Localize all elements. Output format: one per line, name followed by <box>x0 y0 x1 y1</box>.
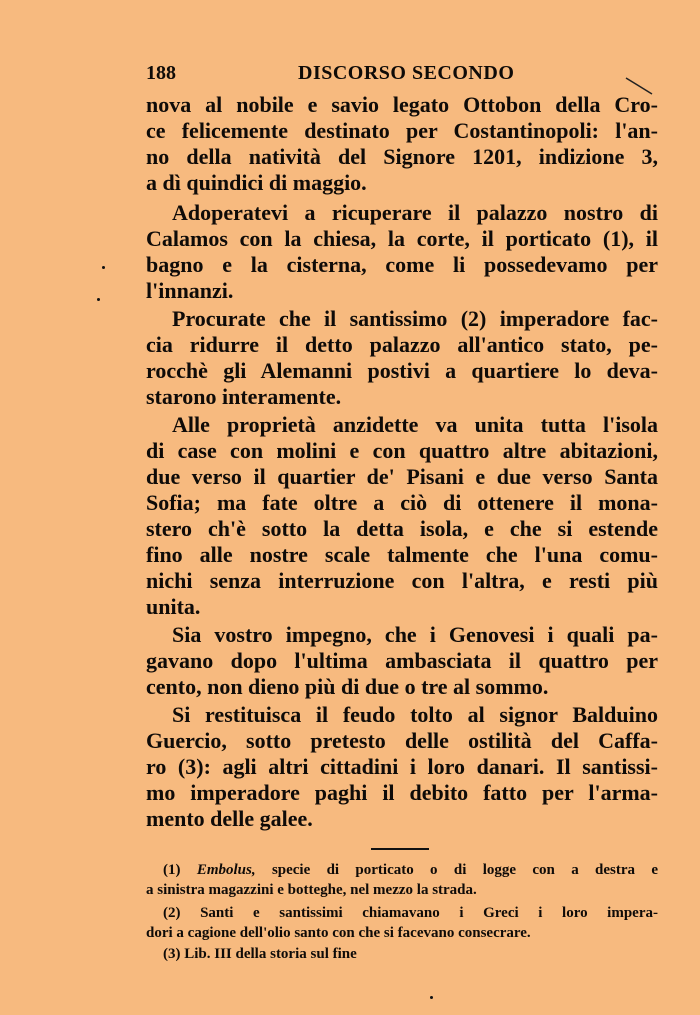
text-line: stero ch'è sotto la detta isola, e che si estende <box>146 516 658 541</box>
paragraph-start: Si restituisca il feudo tolto al signor Balduino <box>172 702 658 727</box>
ink-speck <box>97 298 100 301</box>
text-line: l'innanzi. <box>146 278 234 303</box>
text-line: mo imperadore paghi il debito fatto per l'arma- <box>146 780 658 805</box>
footnote-1-term: Embolus, <box>196 862 256 878</box>
footnote-divider <box>371 848 429 850</box>
text-line: nichi senza interruzione con l'altra, e resti più <box>146 568 658 593</box>
text-line: Sofia; ma fate oltre a ciò di ottenere il mona- <box>146 490 658 515</box>
footnote-3: (3) Lib. III della storia sul fine <box>163 946 357 962</box>
ink-speck <box>102 266 105 269</box>
text-line: ro (3): agli altri cittadini i loro danari. Il santissi- <box>146 754 658 779</box>
footnote-1-label: (1) <box>163 862 181 878</box>
footnote-2: (2) Santi e santissimi chiamavano i Greci i loro impera- <box>163 905 658 921</box>
text-line: Guercio, sotto pretesto delle ostilità del Caffa- <box>146 728 658 753</box>
text-line: mento delle galee. <box>146 806 313 831</box>
footnote-1 <box>163 860 658 880</box>
text-line: ce felicemente destinato per Costantinopoli: l'an- <box>146 118 658 143</box>
footnote-1-continued: a sinistra magazzini e botteghe, nel mezzo la strada. <box>146 882 477 898</box>
paragraph-start: Adoperatevi a ricuperare il palazzo nostro di <box>172 200 658 225</box>
text-line: cento, non dieno più di due o tre al sommo. <box>146 674 549 699</box>
text-line: gavano dopo l'ultima ambasciata il quattro per <box>146 648 658 673</box>
text-line: starono interamente. <box>146 384 342 409</box>
text-line: no della natività del Signore 1201, indizione 3, <box>146 144 658 169</box>
footnote-2-continued: dori a cagione dell'olio santo con che si facevano consecrare. <box>146 925 531 941</box>
pencil-mark <box>624 76 654 100</box>
paragraph-start: Procurate che il santissimo (2) imperadore fac- <box>172 306 658 331</box>
text-line: fino alle nostre scale talmente che l'una comu- <box>146 542 658 567</box>
paragraph-start: Alle proprietà anzidette va unita tutta l'isola <box>172 412 658 437</box>
text-line: nova al nobile e savio legato Ottobon della Cro- <box>146 92 658 117</box>
text-line: cia ridurre il detto palazzo all'antico stato, pe- <box>146 332 658 357</box>
text-line: di case con molini e con quattro altre abitazioni, <box>146 438 658 463</box>
page-number: 188 <box>146 62 176 84</box>
text-line: unita. <box>146 594 201 619</box>
text-line: Calamos con la chiesa, la corte, il porticato (1), il <box>146 226 658 251</box>
text-line: due verso il quartier de' Pisani e due verso Santa <box>146 464 658 489</box>
running-title: DISCORSO SECONDO <box>298 62 515 84</box>
text-line: a dì quindici di maggio. <box>146 170 367 195</box>
text-line: rocchè gli Alemanni postivi a quartiere lo deva- <box>146 358 658 383</box>
text-line: bagno e la cisterna, come li possedevamo per <box>146 252 658 277</box>
footnote-1-text: specie di porticato o di logge con a destra e <box>271 862 658 878</box>
running-header <box>146 62 658 88</box>
ink-speck <box>430 996 433 999</box>
paragraph-start: Sia vostro impegno, che i Genovesi i quali pa- <box>172 622 658 647</box>
